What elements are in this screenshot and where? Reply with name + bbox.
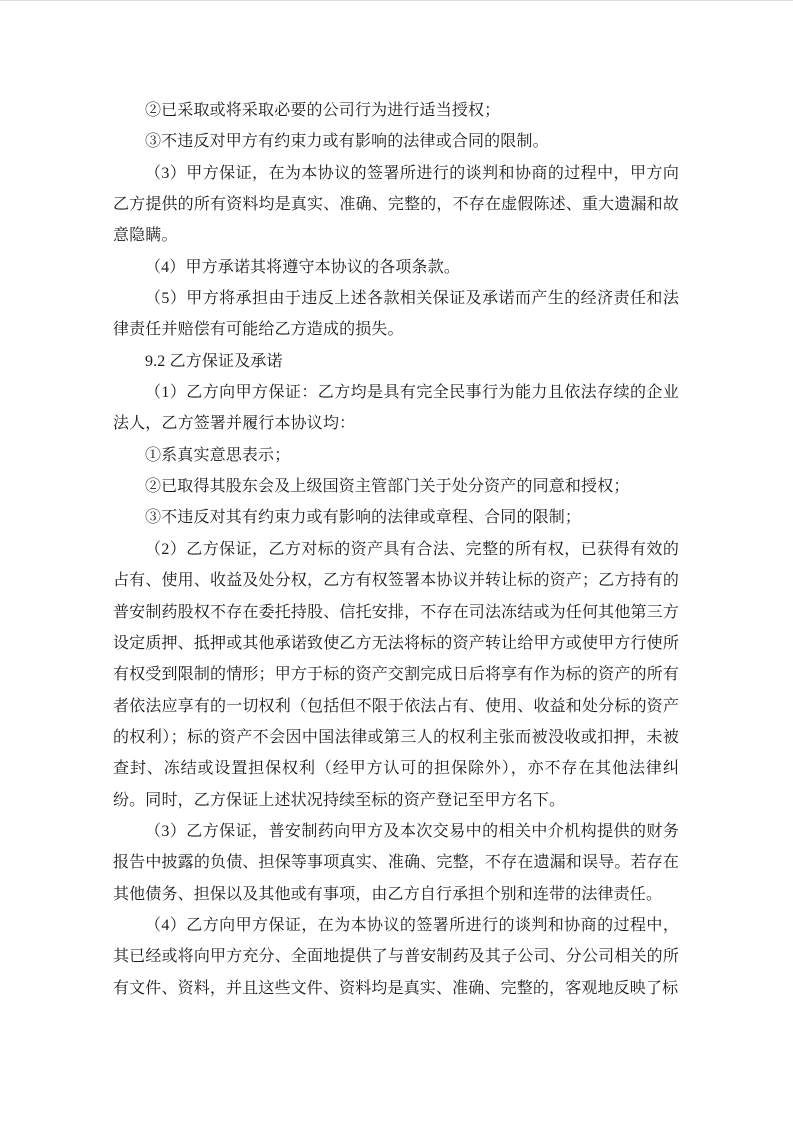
paragraph: （3）甲方保证，在为本协议的签署所进行的谈判和协商的过程中，甲方向乙方提供的所有资料均是真实、准确、完整的，不存在虚假陈述、重大遗漏和故意隐瞒。 <box>113 164 679 245</box>
document-body <box>113 95 679 1004</box>
paragraph: ①系真实意思表示； <box>145 446 291 464</box>
paragraph: （4）甲方承诺其将遵守本协议的各项条款。 <box>145 258 461 276</box>
paragraph: （1）乙方向甲方保证：乙方均是具有完全民事行为能力且依法存续的企业法人，乙方签署并履行本协议均： <box>113 384 679 433</box>
paragraph: ③不违反对其有约束力或有影响的法律或章程、合同的限制； <box>145 509 582 527</box>
paragraph: ②已取得其股东会及上级国资主管部门关于处分资产的同意和授权； <box>145 478 630 496</box>
paragraph: （4）乙方向甲方保证，在为本协议的签署所进行的谈判和协商的过程中，其已经或将向甲方充分、全面地提供了与普安制药及其子公司、分公司相关的所有文件、资料，并且这些文件、资料均是真实、准确、完整的，客观地反映了标 <box>113 916 679 997</box>
paragraph: ③不违反对甲方有约束力或有影响的法律或合同的限制。 <box>145 133 549 151</box>
paragraph: （3）乙方保证，普安制药向甲方及本次交易中的相关中介机构提供的财务报告中披露的负债、担保等事项真实、准确、完整，不存在遗漏和误导。若存在其他债务、担保以及其他或有事项，由乙方自行承担个别和连带的法律责任。 <box>113 822 679 903</box>
page-edge-divider <box>0 0 793 1</box>
paragraph: （2）乙方保证，乙方对标的资产具有合法、完整的所有权，已获得有效的占有、使用、收益及处分权，乙方有权签署本协议并转让标的资产；乙方持有的普安制药股权不存在委托持股、信托安排，不存在司法冻结或为任何其他第三方设定质押、抵押或其他承诺致使乙方无法将标的资产转让给甲方或使甲方行使所有权受到限制的情形；甲方于标的资产交割完成日后将享有作为标的资产的所有者依法应享有的一切权利（包括但不限于依法占有、使用、收益和处分标的资产的权利）；标的资产不会因中国法律或第三人的权利主张而被没收或扣押，未被查封、冻结或设置担保权利（经甲方认可的担保除外），亦不存在其他法律纠纷。同时，乙方保证上述状况持续至标的资产登记至甲方名下。 <box>113 540 679 809</box>
paragraph: （5）甲方将承担由于违反上述各款相关保证及承诺而产生的经济责任和法律责任并赔偿有可能给乙方造成的损失。 <box>113 290 679 339</box>
section-heading: 9.2 乙方保证及承诺 <box>145 352 283 370</box>
paragraph: ②已采取或将采取必要的公司行为进行适当授权； <box>145 102 501 119</box>
